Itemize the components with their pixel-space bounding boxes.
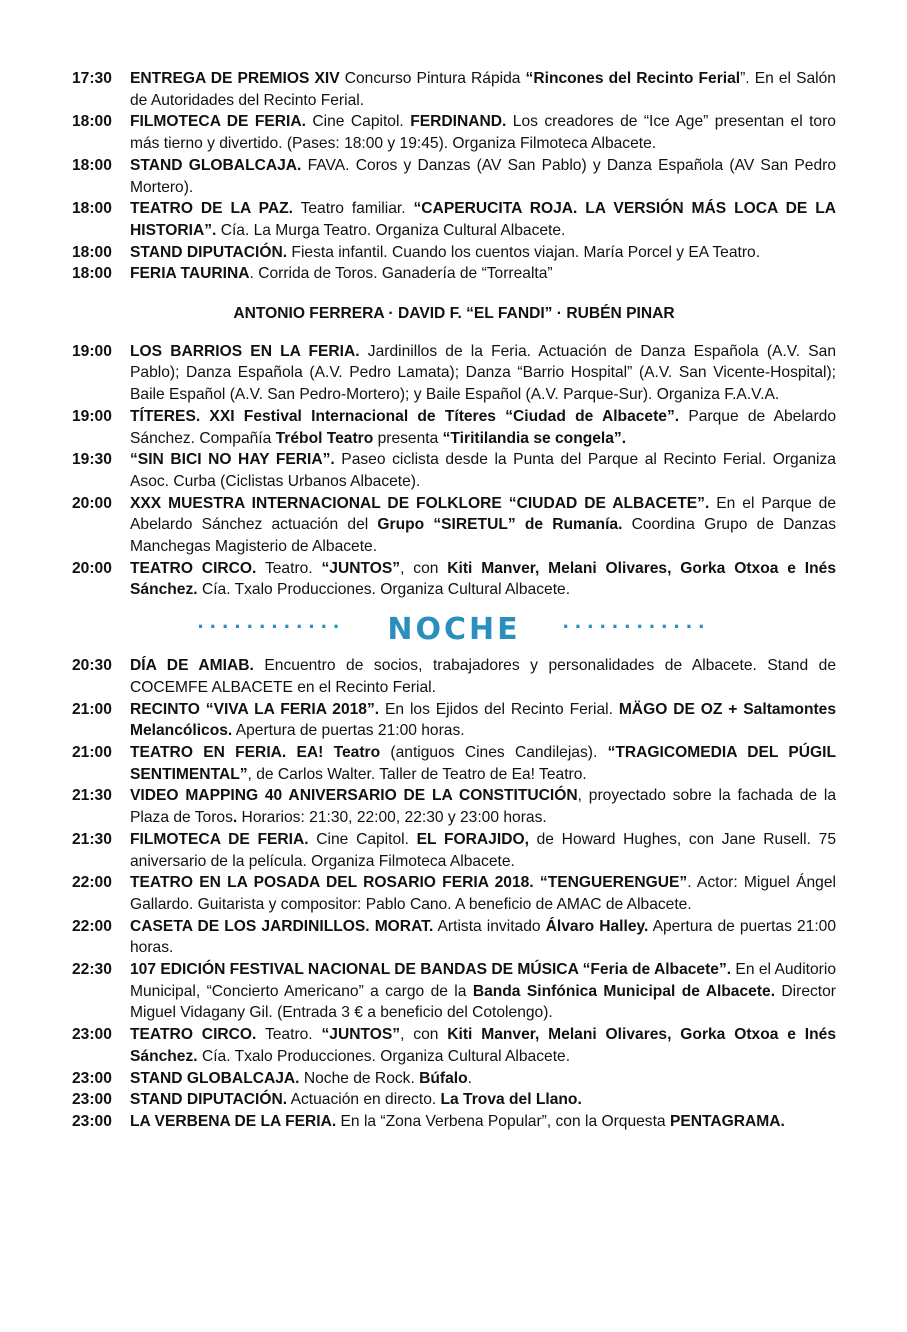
event-time: 17:30 bbox=[72, 70, 112, 87]
event-row bbox=[72, 263, 836, 285]
event-highlight: TEATRO CIRCO. bbox=[130, 1026, 257, 1044]
event-highlight: “Rincones del Recinto Ferial bbox=[525, 70, 741, 87]
event-time: 21:00 bbox=[72, 700, 112, 718]
event-highlight: XXX MUESTRA INTERNACIONAL DE FOLKLORE “CIUDAD DE ALBACETE”. bbox=[130, 494, 710, 512]
event-row bbox=[72, 242, 836, 264]
event-row bbox=[72, 449, 836, 492]
event-highlight: Kiti Manver, Melani Olivares, Gorka Otxoa e Inés Sánchez. bbox=[130, 559, 836, 599]
event-text: . bbox=[467, 1069, 472, 1087]
event-highlight: TEATRO CIRCO. bbox=[130, 559, 257, 577]
event-description bbox=[130, 449, 836, 492]
event-description bbox=[130, 785, 836, 828]
event-text: . Corrida de Toros. Ganadería de “Torrealta” bbox=[249, 265, 553, 283]
event-description bbox=[130, 493, 836, 558]
event-highlight: VIDEO MAPPING 40 ANIVERSARIO DE LA CONSTITUCIÓN bbox=[130, 787, 578, 805]
event-row bbox=[72, 198, 836, 241]
event-text: presenta bbox=[373, 429, 443, 447]
event-highlight: La Trova del Llano. bbox=[440, 1091, 582, 1109]
event-text: Teatro familiar. bbox=[292, 200, 414, 218]
event-description bbox=[130, 1111, 836, 1133]
event-row bbox=[72, 829, 836, 872]
event-highlight: Búfalo bbox=[419, 1069, 468, 1087]
event-description bbox=[130, 1024, 836, 1067]
event-text: En los Ejidos del Recinto Ferial. bbox=[379, 700, 619, 718]
event-time: 22:30 bbox=[72, 961, 112, 979]
event-text: ”. En el Salón de Autoridades del Recinto Ferial. bbox=[130, 70, 836, 109]
event-time: 23:00 bbox=[72, 1091, 112, 1109]
event-text: Artista invitado bbox=[433, 917, 546, 935]
event-time: 20:00 bbox=[72, 559, 112, 577]
program-page bbox=[72, 68, 836, 1133]
event-highlight: Trébol Teatro bbox=[275, 429, 374, 447]
event-description bbox=[130, 406, 836, 449]
event-description bbox=[130, 558, 836, 601]
event-text: Cía. Txalo Producciones. Organiza Cultural Albacete. bbox=[197, 581, 571, 599]
event-highlight: FILMOTECA DE FERIA. bbox=[130, 113, 306, 131]
event-text: (antiguos Cines Candilejas). bbox=[380, 743, 608, 761]
event-time: 23:00 bbox=[72, 1112, 112, 1130]
event-highlight: RECINTO “VIVA LA FERIA 2018”. bbox=[130, 700, 380, 718]
event-highlight: TÍTERES. XXI Festival Internacional de Títeres “Ciudad de Albacete”. bbox=[130, 407, 680, 425]
event-row bbox=[72, 558, 836, 601]
event-highlight: TEATRO EN FERIA. EA! Teatro bbox=[130, 743, 381, 761]
event-highlight: “JUNTOS” bbox=[321, 1026, 401, 1044]
event-text: Cía. La Murga Teatro. Organiza Cultural Albacete. bbox=[216, 221, 566, 239]
event-time: 23:00 bbox=[72, 1069, 112, 1087]
event-time: 18:00 bbox=[72, 200, 112, 218]
event-text: Cine Capitol. bbox=[305, 113, 411, 131]
event-description bbox=[130, 242, 836, 264]
event-description bbox=[130, 111, 836, 154]
event-text: Coordina Grupo de Danzas Manchegas Magisterio de Albacete. bbox=[130, 516, 836, 556]
event-row bbox=[72, 916, 836, 959]
afternoon-list bbox=[72, 68, 836, 285]
event-description bbox=[130, 916, 836, 959]
event-text: Fiesta infantil. Cuando los cuentos viajan. María Porcel y EA Teatro. bbox=[287, 243, 761, 261]
event-time: 19:30 bbox=[72, 451, 112, 469]
event-text: Apertura de puertas 21:00 horas. bbox=[130, 917, 836, 957]
event-text: Noche de Rock. bbox=[299, 1069, 420, 1087]
event-description bbox=[130, 655, 836, 698]
event-time: 18:00 bbox=[72, 265, 112, 283]
event-description bbox=[130, 341, 836, 406]
event-highlight: “TRAGICOMEDIA DEL PÚGIL SENTIMENTAL” bbox=[130, 743, 837, 783]
event-highlight: EL FORAJIDO, bbox=[416, 830, 529, 848]
event-row bbox=[72, 155, 836, 198]
event-text: Director Miguel Vidagany Gil. (Entrada 3 € a beneficio del Cotolengo). bbox=[130, 982, 836, 1022]
event-highlight: Banda Sinfónica Municipal de Albacete. bbox=[472, 982, 776, 1000]
event-row bbox=[72, 111, 836, 154]
event-highlight: “Tiritilandia se congela”. bbox=[442, 429, 627, 447]
event-time: 21:30 bbox=[72, 830, 112, 848]
event-highlight: MÄGO DE OZ + Saltamontes Melancólicos. bbox=[130, 700, 837, 740]
event-time: 21:30 bbox=[72, 787, 112, 805]
event-text: Parque de Abelardo Sánchez. Compañía bbox=[130, 407, 837, 447]
event-highlight: “JUNTOS” bbox=[321, 559, 401, 577]
event-row bbox=[72, 493, 836, 558]
afternoon-list-2 bbox=[72, 341, 836, 601]
dots-right: ············ bbox=[562, 614, 711, 640]
night-list bbox=[72, 655, 836, 1132]
dots-left: ············ bbox=[197, 614, 346, 640]
event-time: 21:00 bbox=[72, 743, 112, 761]
event-description bbox=[130, 742, 836, 785]
event-highlight: “CAPERUCITA ROJA. LA VERSIÓN MÁS LOCA DE LA HISTORIA”. bbox=[130, 200, 836, 239]
event-description bbox=[130, 263, 836, 285]
event-text: Teatro. bbox=[256, 1026, 322, 1044]
event-row bbox=[72, 341, 836, 406]
event-text: Concurso Pintura Rápida bbox=[339, 70, 526, 87]
event-time: 22:00 bbox=[72, 874, 112, 892]
event-text: Cine Capitol. bbox=[308, 830, 417, 848]
event-highlight: DÍA DE AMIAB. bbox=[130, 657, 254, 675]
event-highlight: FERDINAND. bbox=[410, 113, 507, 131]
event-highlight: “SIN BICI NO HAY FERIA”. bbox=[130, 451, 335, 469]
event-text: Horarios: 21:30, 22:00, 22:30 y 23:00 horas. bbox=[237, 809, 547, 827]
event-text: Paseo ciclista desde la Punta del Parque al Recinto Ferial. Organiza Asoc. Curba (Ciclistas Urbanos Albacete). bbox=[130, 451, 836, 490]
event-text: Los creadores de “Ice Age” presentan el toro más tierno y divertido. (Pases: 18:00 y 19:45). Organiza Filmoteca Albacete. bbox=[130, 113, 836, 153]
event-highlight: FILMOTECA DE FERIA. bbox=[130, 830, 309, 848]
night-header bbox=[72, 609, 836, 649]
event-row bbox=[72, 872, 836, 915]
bullfight-cartel: ANTONIO FERRERA · DAVID F. “EL FANDI” · RUBÉN PINAR bbox=[233, 305, 675, 323]
event-highlight: STAND GLOBALCAJA. bbox=[130, 156, 302, 174]
event-row bbox=[72, 742, 836, 785]
event-row bbox=[72, 699, 836, 742]
event-highlight: CASETA DE LOS JARDINILLOS. MORAT. bbox=[130, 917, 434, 935]
event-time: 18:00 bbox=[72, 243, 112, 261]
night-title: NOCHE bbox=[387, 611, 521, 647]
event-row bbox=[72, 655, 836, 698]
event-description bbox=[130, 959, 836, 1024]
event-description bbox=[130, 1089, 836, 1111]
event-row bbox=[72, 959, 836, 1024]
event-description bbox=[130, 829, 836, 872]
event-description bbox=[130, 68, 836, 111]
event-description bbox=[130, 1068, 836, 1090]
event-text: Apertura de puertas 21:00 horas. bbox=[232, 722, 465, 740]
event-text: , de Carlos Walter. Taller de Teatro de Ea! Teatro. bbox=[247, 765, 587, 783]
event-text: . Actor: Miguel Ángel Gallardo. Guitarista y compositor: Pablo Cano. A beneficio de AMAC de Albacete. bbox=[130, 874, 836, 913]
event-text: FAVA. Coros y Danzas (AV San Pablo) y Danza Española (AV San Pedro Mortero). bbox=[130, 156, 836, 196]
event-time: 19:00 bbox=[72, 342, 112, 360]
event-highlight: LOS BARRIOS EN LA FERIA. bbox=[130, 342, 360, 360]
event-row bbox=[72, 406, 836, 449]
event-description bbox=[130, 872, 836, 915]
event-text: , proyectado sobre la fachada de la Plaza de Toros bbox=[130, 787, 836, 827]
event-highlight: . bbox=[232, 809, 238, 827]
event-time: 20:30 bbox=[72, 657, 112, 675]
event-text: Jardinillos de la Feria. Actuación de Danza Española (A.V. San Pablo); Danza Española (A.V. Pedro Lamata); Danza “Barrio Hospital” (A.V. San Vicente-Hospital); Baile Español (A.V. San Pedro-Mortero); y Baile Español (A.V. Parque-Sur). Organiza F.A.V.A. bbox=[130, 342, 837, 404]
event-text: En el Parque de Abelardo Sánchez actuación del bbox=[130, 494, 837, 534]
event-time: 20:00 bbox=[72, 494, 112, 512]
event-highlight: TEATRO DE LA PAZ. bbox=[130, 200, 293, 218]
event-highlight: STAND DIPUTACIÓN. bbox=[130, 243, 288, 261]
event-highlight: TEATRO EN LA POSADA DEL ROSARIO FERIA 2018. “TENGUERENGUE” bbox=[130, 874, 688, 892]
event-text: , con bbox=[400, 559, 448, 577]
event-highlight: LA VERBENA DE LA FERIA. bbox=[130, 1112, 337, 1130]
event-row bbox=[72, 785, 836, 828]
event-highlight: STAND GLOBALCAJA. bbox=[130, 1069, 300, 1087]
event-highlight: Grupo “SIRETUL” de Rumanía. bbox=[377, 516, 623, 534]
event-highlight: Kiti Manver, Melani Olivares, Gorka Otxoa e Inés Sánchez. bbox=[130, 1026, 836, 1065]
event-time: 18:00 bbox=[72, 113, 112, 131]
event-highlight: FERIA TAURINA bbox=[130, 265, 250, 283]
event-text: Teatro. bbox=[256, 559, 322, 577]
event-time: 19:00 bbox=[72, 407, 112, 425]
event-text: Actuación en directo. bbox=[287, 1091, 441, 1109]
event-time: 18:00 bbox=[72, 156, 112, 174]
event-text: En el Auditorio Municipal, “Concierto Americano” a cargo de la bbox=[130, 961, 836, 1000]
event-highlight: ENTREGA DE PREMIOS XIV bbox=[130, 70, 340, 87]
event-time: 23:00 bbox=[72, 1026, 112, 1044]
event-row bbox=[72, 1089, 836, 1111]
event-highlight: 107 EDICIÓN FESTIVAL NACIONAL DE BANDAS DE MÚSICA “Feria de Albacete”. bbox=[130, 961, 732, 979]
event-row bbox=[72, 1024, 836, 1067]
event-row bbox=[72, 1111, 836, 1133]
event-text: Encuentro de socios, trabajadores y personalidades de Albacete. Stand de COCEMFE ALBACETE en el Recinto Ferial. bbox=[130, 657, 837, 696]
event-highlight: PENTAGRAMA. bbox=[669, 1112, 785, 1130]
event-text: , con bbox=[400, 1026, 448, 1044]
event-time: 22:00 bbox=[72, 917, 112, 935]
event-description bbox=[130, 198, 836, 241]
event-row bbox=[72, 68, 836, 111]
event-highlight: STAND DIPUTACIÓN. bbox=[130, 1091, 288, 1109]
event-text: Cía. Txalo Producciones. Organiza Cultural Albacete. bbox=[197, 1047, 571, 1065]
event-text: de Howard Hughes, con Jane Rusell. 75 aniversario de la película. Organiza Filmoteca Albacete. bbox=[130, 830, 836, 870]
event-description bbox=[130, 155, 836, 198]
event-row bbox=[72, 1068, 836, 1090]
event-description bbox=[130, 699, 836, 742]
event-text: En la “Zona Verbena Popular”, con la Orquesta bbox=[336, 1112, 670, 1130]
event-highlight: Álvaro Halley. bbox=[545, 917, 649, 935]
